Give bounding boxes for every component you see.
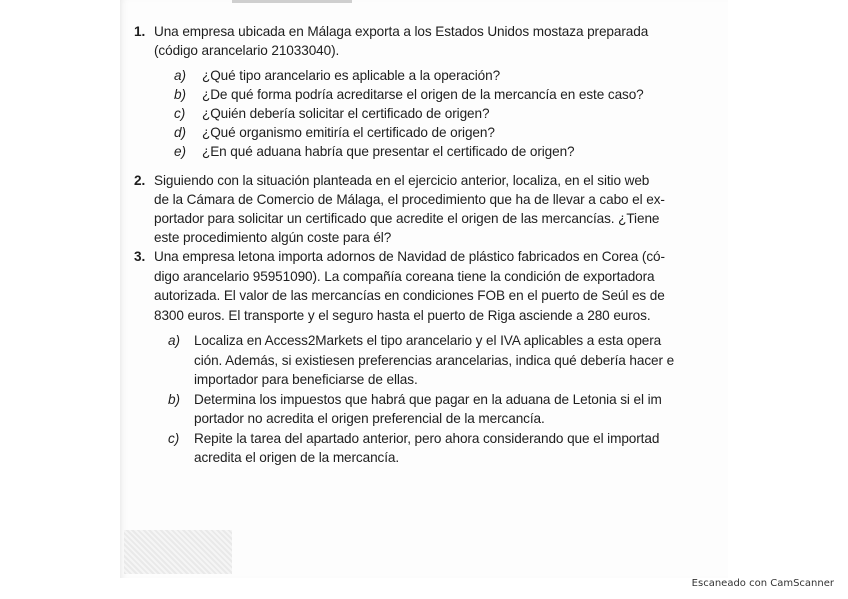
scanner-watermark: Escaneado con CamScanner bbox=[691, 578, 834, 589]
sub-question-text-line: Repite la tarea del apartado anterior, pero ahora considerando que el importad bbox=[194, 430, 660, 446]
sub-question-text-line: Determina los impuestos que habrá que pagar en la aduana de Letonia si el im bbox=[194, 391, 662, 407]
exercise-list bbox=[134, 22, 728, 468]
sub-question-text-line: Localiza en Access2Markets el tipo arancelario y el IVA aplicables a esta opera bbox=[194, 333, 662, 348]
exercise-3 bbox=[134, 247, 728, 468]
sub-question-letter: a) bbox=[168, 333, 180, 348]
sub-question-text: ¿Qué organismo emitiría el certificado de origen? bbox=[202, 125, 495, 140]
sub-question-letter: a) bbox=[174, 68, 186, 83]
exercise-text-line: Una empresa ubicada en Málaga exporta a los Estados Unidos mostaza preparada bbox=[154, 24, 649, 39]
sub-question-letter: e) bbox=[174, 144, 186, 159]
exercise-number: 2. bbox=[134, 173, 146, 188]
sub-question-b bbox=[174, 85, 728, 104]
exercise-text-line: Una empresa letona importa adornos de Navidad de plástico fabricados en Corea (có- bbox=[154, 249, 665, 264]
exercise-2 bbox=[134, 171, 728, 247]
exercise-number: 1. bbox=[134, 24, 146, 39]
sub-question-c bbox=[174, 104, 728, 123]
sub-question-a bbox=[168, 331, 728, 390]
sub-question-text: ¿Qué tipo arancelario es aplicable a la operación? bbox=[202, 68, 501, 83]
exercise-text-line: autorizada. El valor de las mercancías en condiciones FOB en el puerto de Seúl es de bbox=[154, 288, 665, 303]
sub-question-text: ¿En qué aduana habría que presentar el certificado de origen? bbox=[202, 144, 575, 159]
scan-smudge bbox=[124, 530, 232, 574]
exercise-text-line: (código arancelario 21033040). bbox=[154, 43, 340, 58]
sub-question-text-line: portador no acredita el origen preferencial de la mercancía. bbox=[194, 411, 545, 426]
sub-question-e bbox=[174, 142, 728, 161]
exercise-text-line: digo arancelario 95951090). La compañía coreana tiene la condición de exportadora bbox=[154, 268, 655, 284]
sub-question-letter: c) bbox=[174, 106, 186, 121]
sub-question-text-line: ción. Además, si existiesen preferencias arancelarias, indica qué debería hacer e bbox=[194, 352, 675, 368]
exercise-text-line: portador para solicitar un certificado que acredite el origen de las mercancías. ¿Tiene bbox=[154, 211, 660, 226]
sub-question-text: ¿Quién debería solicitar el certificado de origen? bbox=[202, 106, 490, 121]
scan-artifact bbox=[232, 0, 352, 3]
sub-question-d bbox=[174, 123, 728, 142]
sub-question-a bbox=[174, 66, 728, 85]
sub-question-c bbox=[168, 429, 728, 468]
sub-question-b bbox=[168, 390, 728, 429]
exercise-text-line: Siguiendo con la situación planteada en el ejercicio anterior, localiza, en el sitio web bbox=[154, 173, 650, 188]
exercise-1-items bbox=[154, 66, 728, 161]
sub-question-text: ¿De qué forma podría acreditarse el origen de la mercancía en este caso? bbox=[202, 87, 644, 102]
sub-question-letter: d) bbox=[174, 125, 186, 140]
sub-question-text-line: acredita el origen de la mercancía. bbox=[194, 450, 400, 465]
exercise-3-items bbox=[154, 331, 728, 468]
exercise-text-line: este procedimiento algún coste para él? bbox=[154, 230, 392, 245]
exercise-text-line: de la Cámara de Comercio de Málaga, el procedimiento que ha de llevar a cabo el ex- bbox=[154, 192, 665, 207]
sub-question-letter: b) bbox=[168, 391, 180, 407]
exercise-number: 3. bbox=[134, 249, 146, 264]
sub-question-letter: c) bbox=[168, 430, 180, 446]
exercise-1 bbox=[134, 22, 728, 161]
sub-question-letter: b) bbox=[174, 87, 186, 102]
sub-question-text-line: importador para beneficiarse de ellas. bbox=[194, 372, 418, 387]
exercise-text-line: 8300 euros. El transporte y el seguro hasta el puerto de Riga asciende a 280 euros. bbox=[154, 307, 651, 323]
